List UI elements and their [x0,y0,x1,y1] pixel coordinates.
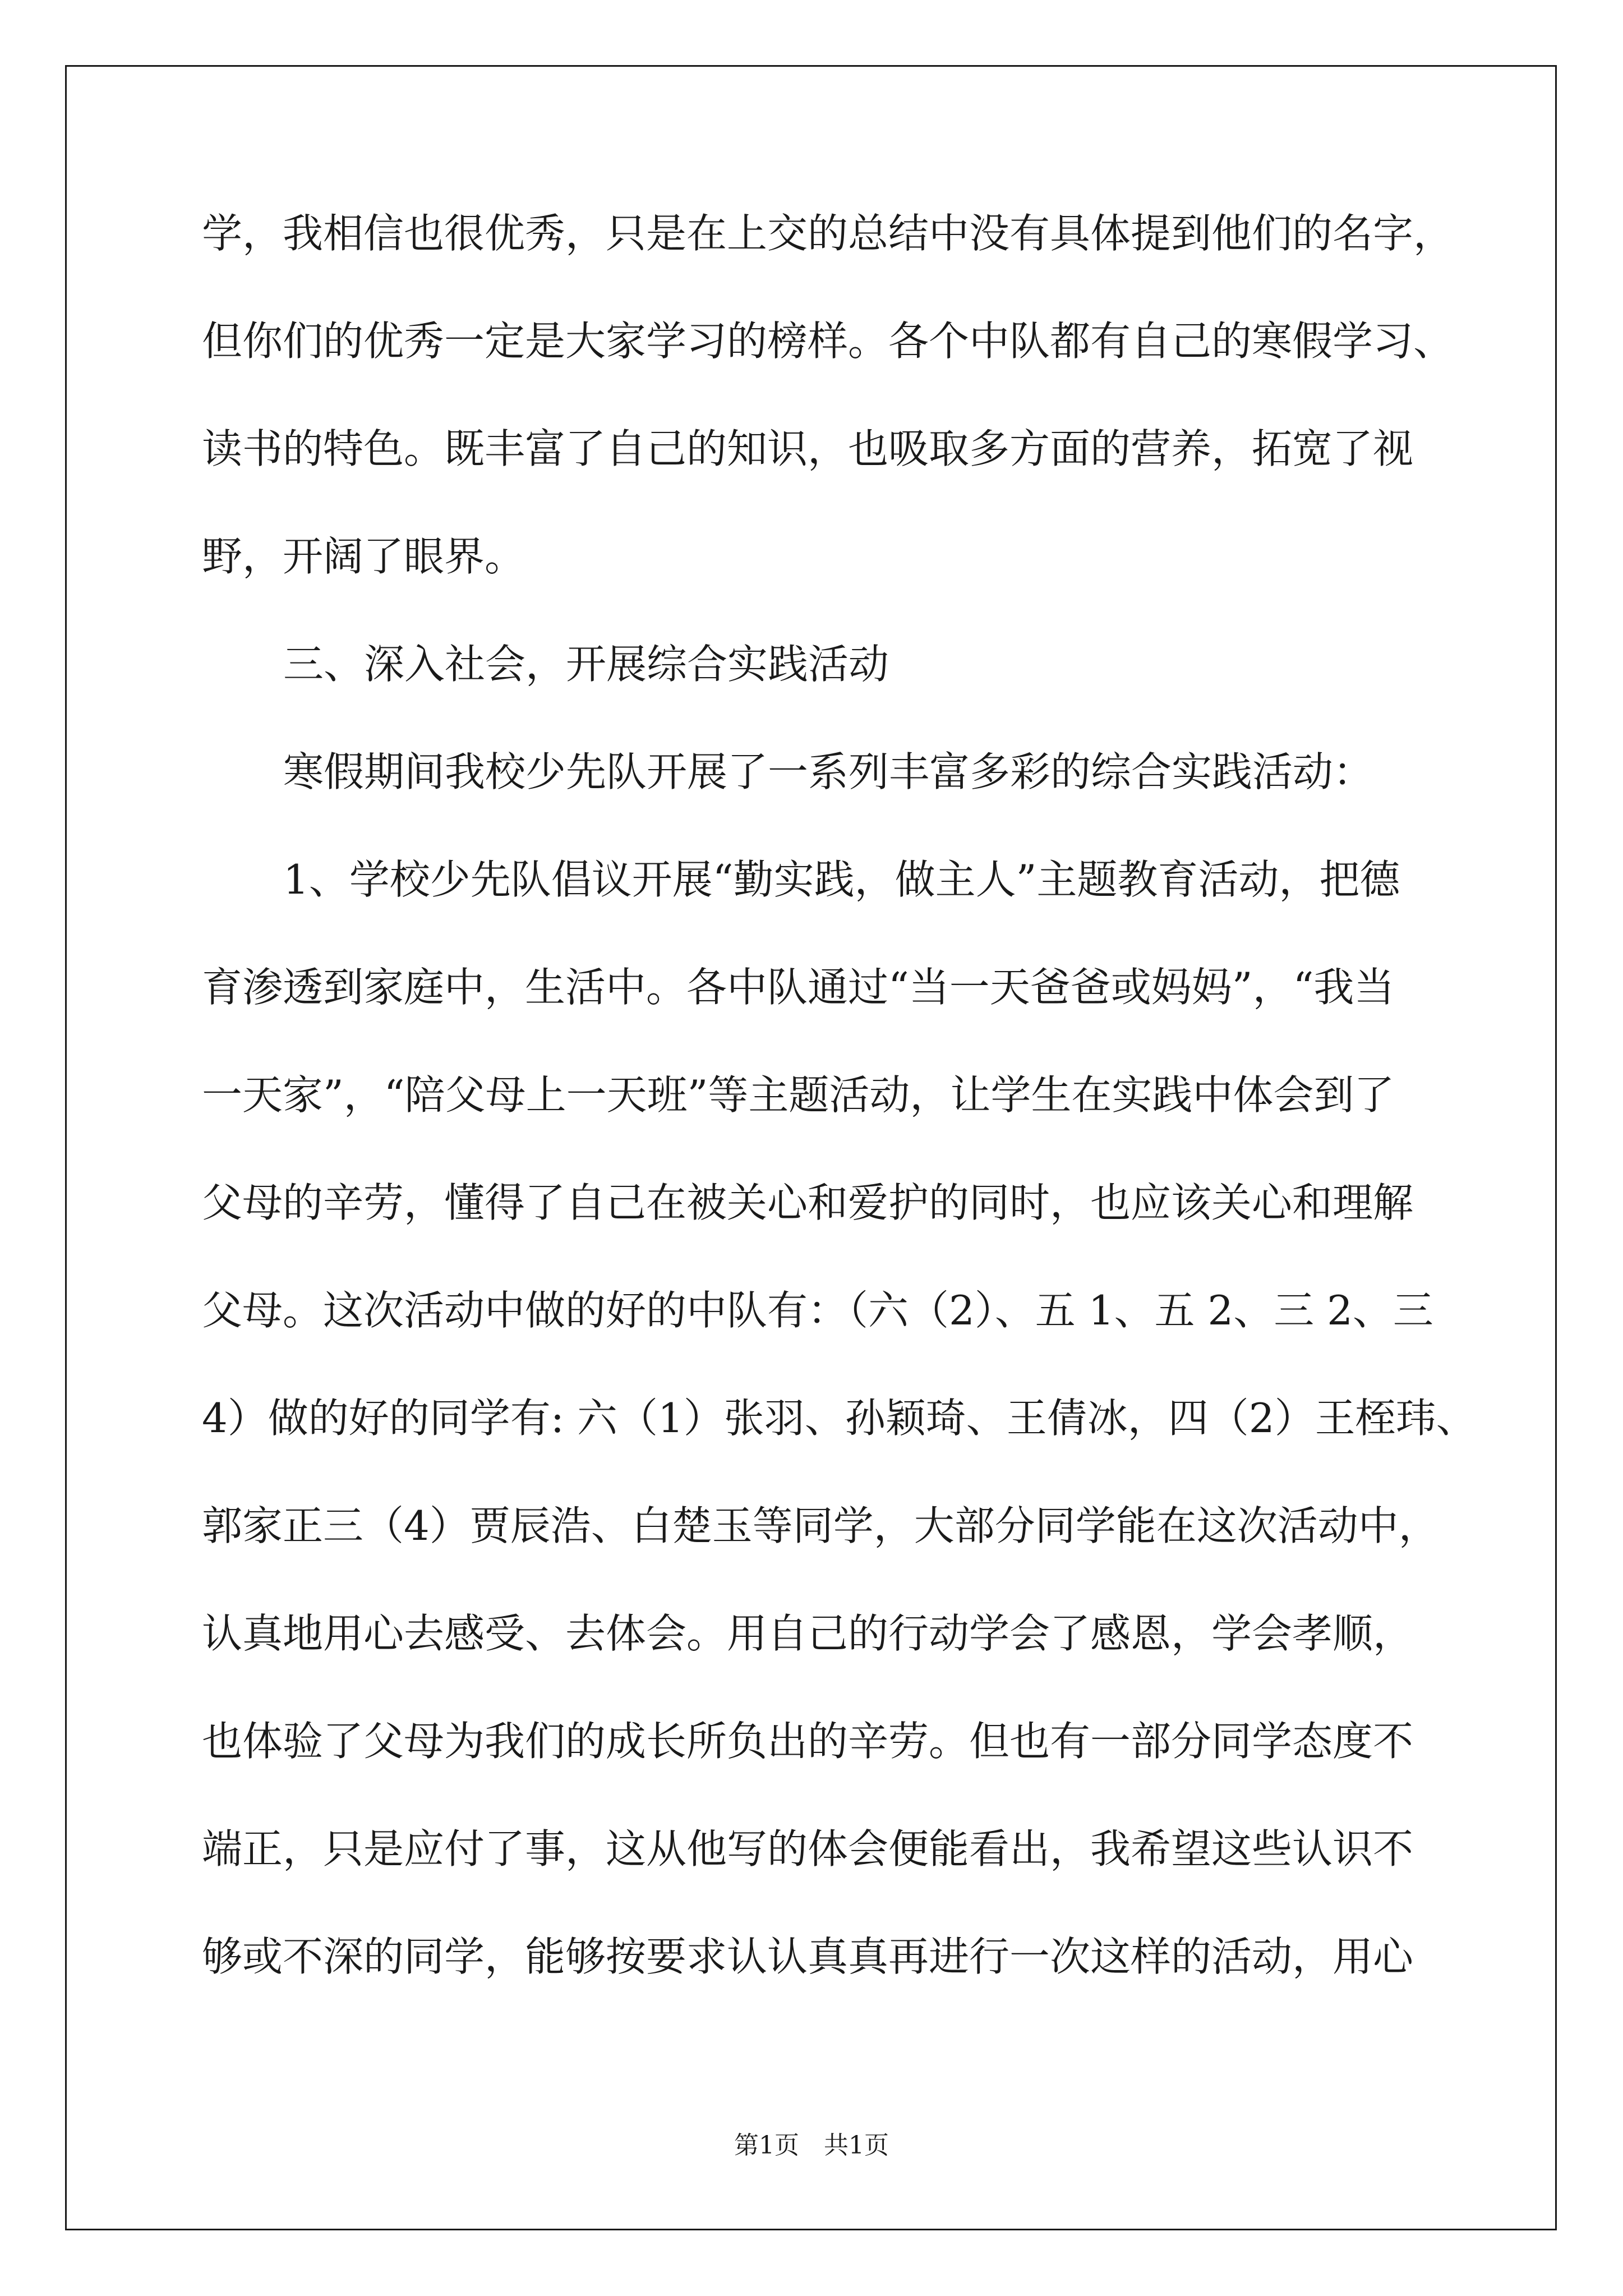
text-line: 学，我相信也很优秀，只是在上交的总结中没有具体提到他们的名字， [202,210,1454,257]
text-line: 读书的特色。既丰富了自己的知识，也吸取多方面的营养，拓宽了视 [202,425,1414,472]
page-border [65,65,1557,2230]
text-line: 寒假期间我校少先队开展了一系列丰富多彩的综合实践活动： [283,748,1374,795]
section-heading: 三、深入社会，开展综合实践活动 [283,641,889,688]
text-line: 野，开阔了眼界。 [202,533,525,580]
text-line: 端正，只是应付了事，这从他写的体会便能看出，我希望这些认识不 [202,1825,1414,1872]
text-line: 1、学校少先队倡议开展“勤实践，做主人”主题教育活动，把德 [283,856,1400,903]
text-line: 父母的辛劳，懂得了自己在被关心和爱护的同时，也应该关心和理解 [202,1179,1414,1226]
text-line: 但你们的优秀一定是大家学习的榜样。各个中队都有自己的寒假学习、 [202,318,1454,365]
page-footer: 第1页 共1页 [734,2131,889,2160]
text-line: 够或不深的同学，能够按要求认认真真再进行一次这样的活动，用心 [202,1933,1414,1980]
text-line: 郭家正三（4）贾辰浩、白楚玉等同学，大部分同学能在这次活动中， [202,1502,1439,1549]
text-line: 父母。这次活动中做的好的中队有：（六（2）、五 1、五 2、三 2、三 [202,1287,1433,1334]
text-line: 认真地用心去感受、去体会。用自己的行动学会了感恩，学会孝顺， [202,1610,1414,1657]
text-line: 也体验了父母为我们的成长所负出的辛劳。但也有一部分同学态度不 [202,1718,1414,1765]
text-line: 一天家”，“陪父母上一天班”等主题活动，让学生在实践中体会到了 [202,1071,1395,1119]
text-line: 4）做的好的同学有: 六（1）张羽、孙颖琦、王倩冰，四（2）王桎玮、 [202,1395,1477,1442]
text-line: 育渗透到家庭中，生活中。各中队通过“当一天爸爸或妈妈”，“我当 [202,964,1395,1011]
